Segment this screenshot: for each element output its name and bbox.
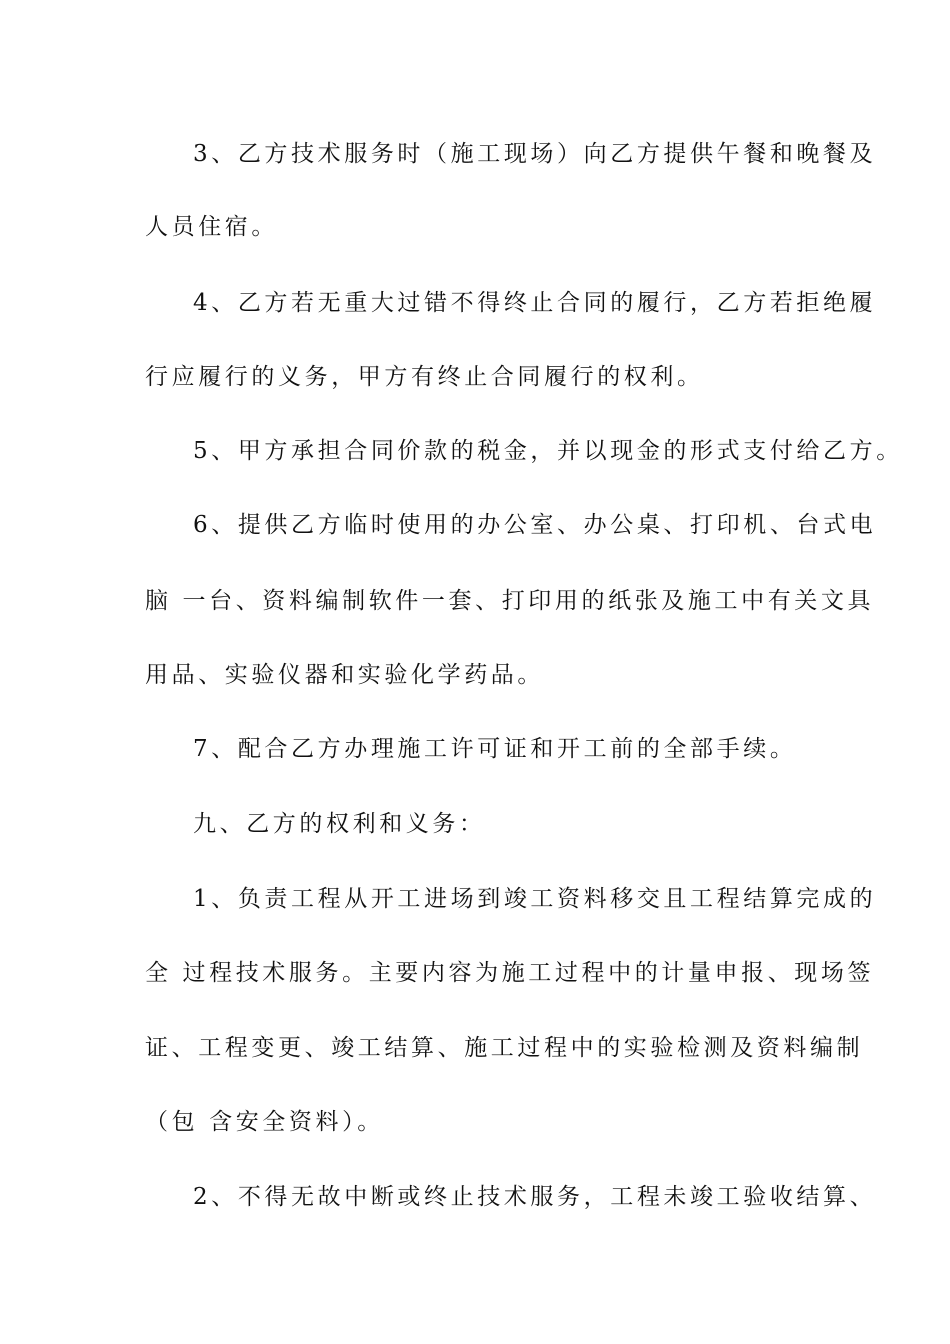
section-9-paragraph-1-line-4: （包 含安全资料）。 bbox=[145, 1109, 384, 1135]
paragraph-3-line-2: 人员住宿。 bbox=[145, 214, 278, 240]
section-9-paragraph-1-line-2: 全 过程技术服务。主要内容为施工过程中的计量申报、现场签 bbox=[145, 960, 875, 986]
paragraph-7-line-1: 7、配合乙方办理施工许可证和开工前的全部手续。 bbox=[193, 736, 797, 762]
paragraph-4-line-2: 行应履行的义务，甲方有终止合同履行的权利。 bbox=[145, 364, 704, 390]
section-9-paragraph-2-line-1: 2、不得无故中断或终止技术服务，工程未竣工验收结算、 bbox=[193, 1184, 877, 1210]
paragraph-4-line-1: 4、乙方若无重大过错不得终止合同的履行，乙方若拒绝履 bbox=[193, 290, 877, 316]
paragraph-5-line-1: 5、甲方承担合同价款的税金，并以现金的形式支付给乙方。 bbox=[193, 438, 903, 464]
paragraph-6-line-1: 6、提供乙方临时使用的办公室、办公桌、打印机、台式电 bbox=[193, 512, 877, 538]
section-heading-9: 九、乙方的权利和义务： bbox=[193, 811, 486, 837]
section-9-paragraph-1-line-1: 1、负责工程从开工进场到竣工资料移交且工程结算完成的 bbox=[193, 886, 877, 912]
paragraph-3-line-1: 3、乙方技术服务时（施工现场）向乙方提供午餐和晚餐及 bbox=[193, 141, 877, 167]
paragraph-6-line-2: 脑 一台、资料编制软件一套、打印用的纸张及施工中有关文具 bbox=[145, 588, 875, 614]
section-9-paragraph-1-line-3: 证、工程变更、竣工结算、施工过程中的实验检测及资料编制 bbox=[145, 1035, 864, 1061]
paragraph-6-line-3: 用品、实验仪器和实验化学药品。 bbox=[145, 662, 544, 688]
